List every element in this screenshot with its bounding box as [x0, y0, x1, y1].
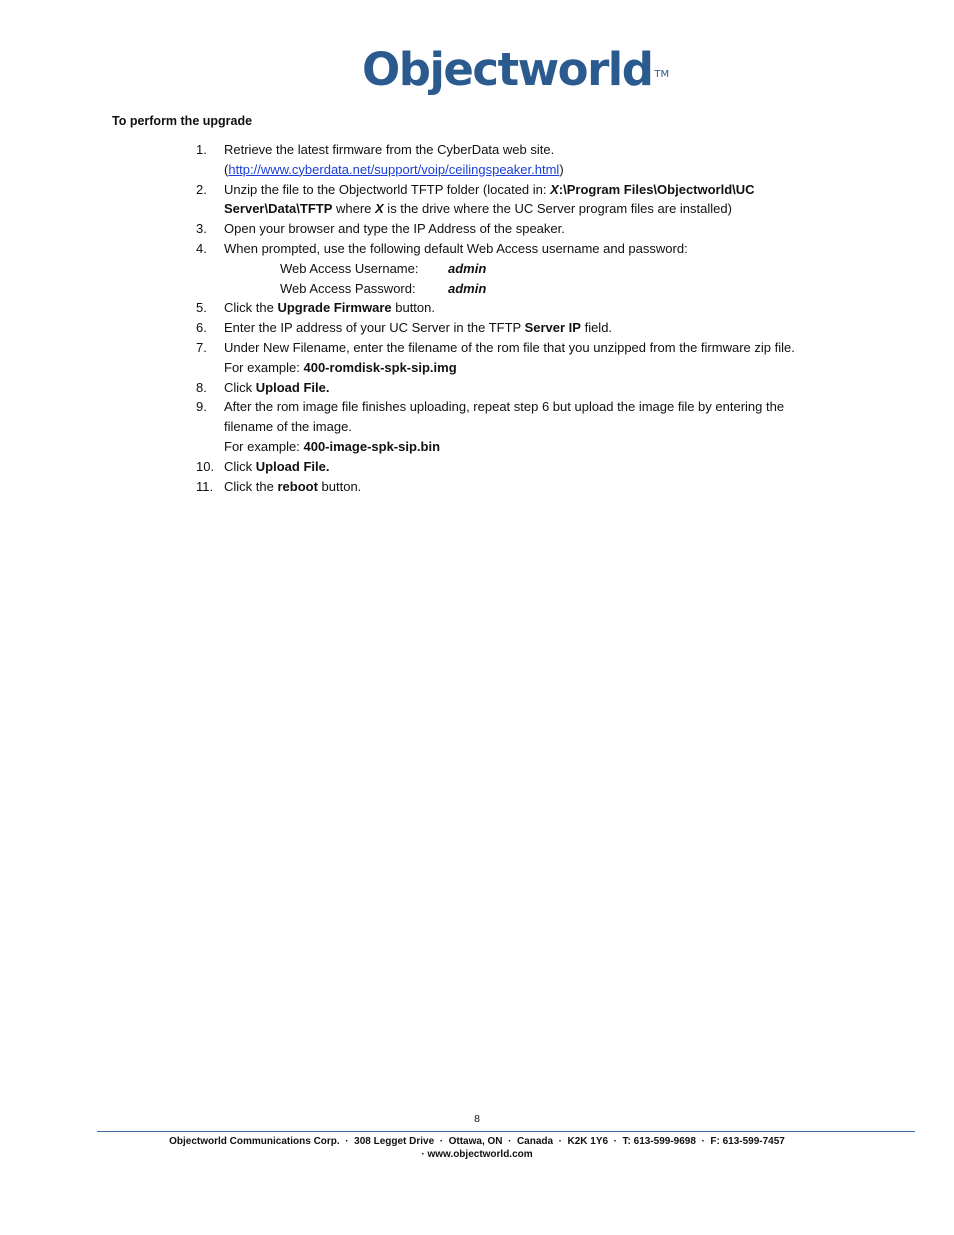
- step-text-part: Unzip the file to the Objectworld TFTP folder (located in:: [224, 181, 551, 197]
- step-text: Retrieve the latest firmware from the CyberData web site.: [224, 142, 555, 157]
- logo-text: Objectworld: [362, 43, 653, 96]
- username-label: Web Access Username:: [280, 260, 419, 276]
- step-text: [224, 180, 814, 220]
- password-label: Web Access Password:: [280, 280, 416, 296]
- step-text-part: Click: [224, 458, 256, 474]
- step-9: [0, 397, 954, 456]
- step-1: [0, 140, 954, 180]
- upgrade-steps-list: [0, 140, 954, 496]
- footer-website: · www.objectworld.com: [421, 1148, 533, 1160]
- step-text: [224, 477, 814, 497]
- drive-letter: X: [375, 201, 384, 217]
- step-text: [224, 318, 814, 338]
- upgrade-firmware-term: Upgrade Firmware: [277, 300, 392, 316]
- server-ip-term: Server IP: [524, 320, 581, 336]
- step-2: [0, 180, 954, 220]
- example-label: For example:: [224, 438, 304, 454]
- username-value: admin: [448, 260, 487, 276]
- objectworld-logo: [362, 42, 669, 98]
- reboot-term: reboot: [277, 478, 318, 494]
- footer-address: Objectworld Communications Corp. · 308 Legget Drive · Ottawa, ON · Canada · K2K 1Y6 · T: 613-599-9698 · F: 613-599-7457: [169, 1136, 785, 1147]
- page-number: 8: [474, 1113, 480, 1125]
- step-3: [0, 219, 954, 239]
- step-5: [0, 298, 954, 318]
- step-text-part: button.: [317, 478, 362, 494]
- step-number: 6.: [196, 320, 207, 336]
- password-row: [280, 279, 814, 299]
- step-text-part: is the drive where the UC Server program files are installed): [383, 201, 732, 217]
- step-text: [224, 298, 814, 318]
- step-7: [0, 338, 954, 378]
- step-text-part: button.: [391, 300, 435, 316]
- step-text-part: Enter the IP address of your UC Server in the TFTP: [224, 320, 525, 336]
- step-text: After the rom image file finishes uploading, repeat step 6 but upload the image file by entering the filename of the image.: [224, 399, 785, 435]
- step-text-part: where: [332, 201, 376, 217]
- cyberdata-firmware-link[interactable]: http://www.cyberdata.net/support/voip/ceilingspeaker.html: [228, 161, 560, 177]
- upload-file-term: Upload File.: [255, 458, 330, 474]
- section-heading: To perform the upgrade: [112, 114, 253, 128]
- password-value: admin: [448, 280, 487, 296]
- step-text: [224, 378, 814, 398]
- footer: [0, 1136, 954, 1161]
- drive-letter: X: [550, 181, 559, 197]
- step-number: 9.: [196, 399, 207, 415]
- step-text: Under New Filename, enter the filename of the rom file that you unzipped from the firmware zip file.: [224, 339, 795, 355]
- example-filename: 400-romdisk-spk-sip.img: [303, 359, 457, 375]
- step-text: When prompted, use the following default Web Access username and password:: [224, 240, 688, 256]
- step-text: Open your browser and type the IP Address of the speaker.: [224, 221, 565, 237]
- step-number: 4.: [196, 240, 207, 256]
- example-line: [224, 437, 814, 457]
- step-10: [0, 457, 954, 477]
- step-number: 7.: [196, 339, 207, 355]
- step-8: [0, 378, 954, 398]
- username-row: [280, 259, 814, 279]
- upload-file-term: Upload File.: [255, 379, 330, 395]
- tftp-folder-path: :\Program Files\Objectworld\UC Server\Data\TFTP: [224, 181, 755, 217]
- paren-open: (: [224, 161, 229, 177]
- step-text-part: Click the: [224, 300, 278, 316]
- example-line: [224, 358, 814, 378]
- step-number: 10.: [196, 458, 215, 474]
- step-number: 5.: [196, 300, 207, 316]
- paren-close: ): [559, 161, 564, 177]
- step-11: [0, 477, 954, 497]
- step-4: [0, 239, 954, 298]
- example-label: For example:: [224, 359, 304, 375]
- step-text: [224, 457, 814, 477]
- step-text-part: Click the: [224, 478, 278, 494]
- footer-divider: [97, 1131, 915, 1132]
- step-text-part: Click: [224, 379, 256, 395]
- step-text-part: field.: [580, 320, 613, 336]
- logo-trademark: TM: [654, 69, 670, 80]
- step-6: [0, 318, 954, 338]
- step-number: 2.: [196, 181, 207, 197]
- step-number: 8.: [196, 379, 207, 395]
- example-filename: 400-image-spk-sip.bin: [303, 438, 441, 454]
- step-number: 1.: [196, 142, 207, 157]
- step-number: 11.: [196, 478, 214, 494]
- step-number: 3.: [196, 221, 207, 237]
